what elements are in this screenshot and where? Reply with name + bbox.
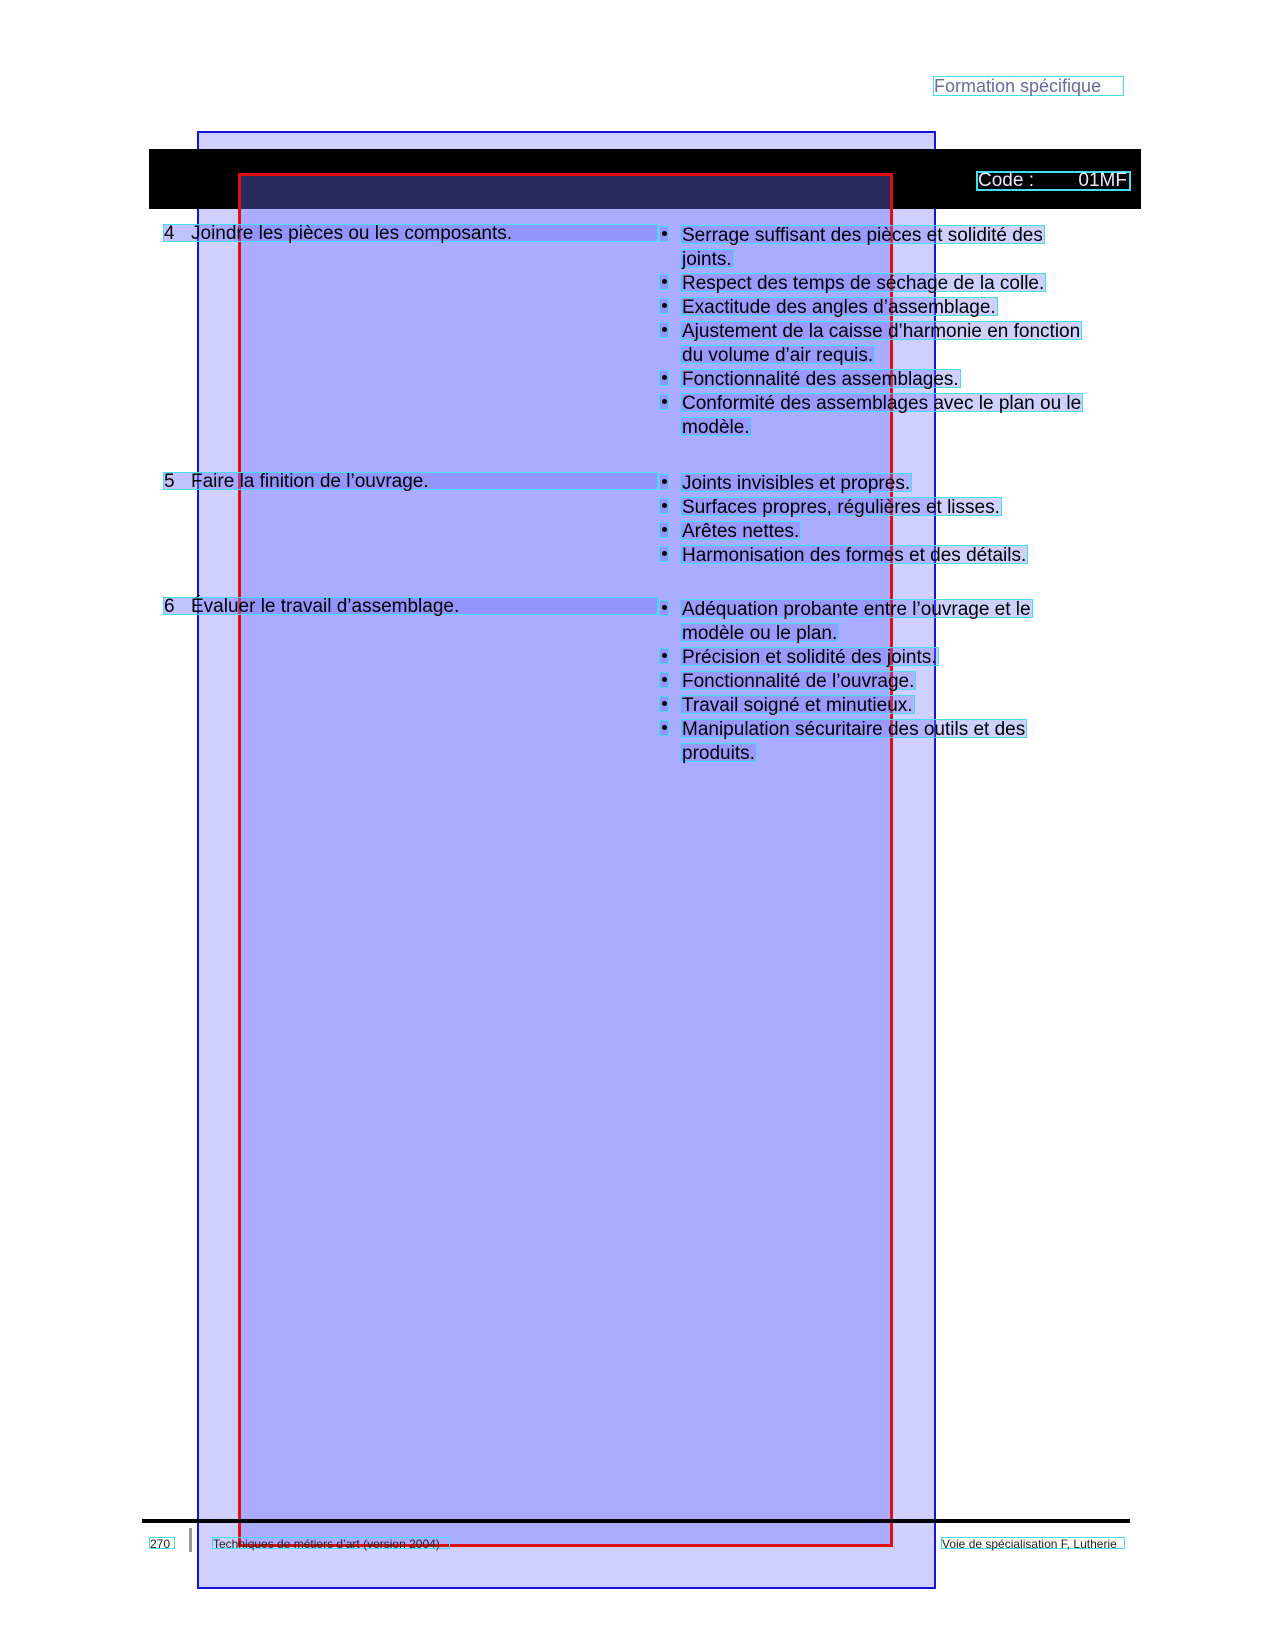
footer-program: Techniques de métiers d’art (version 2004) [212,1537,450,1549]
criterion-text: Manipulation sécuritaire des outils et des [682,719,1026,740]
step-label: Joindre les pièces ou les composants. [191,223,513,244]
bullet-icon [659,600,669,616]
criterion-text: Harmonisation des formes et des détails. [682,545,1027,566]
bullet-icon [659,720,669,736]
footer-specialization: Voie de spécialisation F, Lutherie [941,1537,1125,1549]
criterion-text: Joints invisibles et propres. [682,473,911,494]
step-number: 6 [164,596,175,617]
criterion-text: modèle. [682,417,750,438]
bullet-icon [659,522,669,538]
bullet-icon [659,498,669,514]
bullet-icon [659,672,669,688]
code-value: 01MF [1078,170,1127,191]
bullet-icon [659,274,669,290]
step-label: Faire la finition de l’ouvrage. [191,471,429,492]
criterion-text: Respect des temps de séchage de la colle. [682,273,1045,294]
step-number: 5 [164,471,175,492]
bullet-icon [659,226,669,242]
criterion-text: Surfaces propres, régulières et lisses. [682,497,1000,518]
criterion-text: Adéquation probante entre l’ouvrage et le [682,599,1031,620]
step-4 [163,224,658,242]
criterion-text: Fonctionnalité des assemblages. [682,369,959,390]
criterion-text: Travail soigné et minutieux. [682,695,913,716]
footer-divider [189,1528,192,1552]
criterion-text: du volume d’air requis. [682,345,874,366]
step-number: 4 [164,223,175,244]
criterion-text: modèle ou le plan. [682,623,838,644]
criterion-text: joints. [682,249,732,270]
step-6 [163,597,658,615]
bullet-icon [659,648,669,664]
criterion-text: produits. [682,743,755,764]
competency-code [976,171,1131,191]
bullet-icon [659,474,669,490]
bullet-icon [659,322,669,338]
criterion-text: Ajustement de la caisse d’harmonie en fonction [682,321,1081,342]
criterion-text: Précision et solidité des joints. [682,647,937,668]
bullet-icon [659,546,669,562]
bullet-icon [659,696,669,712]
footer-rule [142,1519,1130,1523]
section-title: Formation spécifique [933,76,1124,96]
criterion-text: Arêtes nettes. [682,521,800,542]
step-5 [163,472,658,490]
page-number: 270 [149,1537,175,1549]
criterion-text: Conformité des assemblages avec le plan ou le [682,393,1082,414]
step-label: Évaluer le travail d’assemblage. [191,596,460,617]
bullet-icon [659,298,669,314]
code-label: Code : [978,170,1034,191]
bullet-icon [659,394,669,410]
bullet-icon [659,370,669,386]
criterion-text: Fonctionnalité de l’ouvrage. [682,671,915,692]
criterion-text: Exactitude des angles d’assemblage. [682,297,996,318]
criterion-text: Serrage suffisant des pièces et solidité des [682,225,1043,246]
